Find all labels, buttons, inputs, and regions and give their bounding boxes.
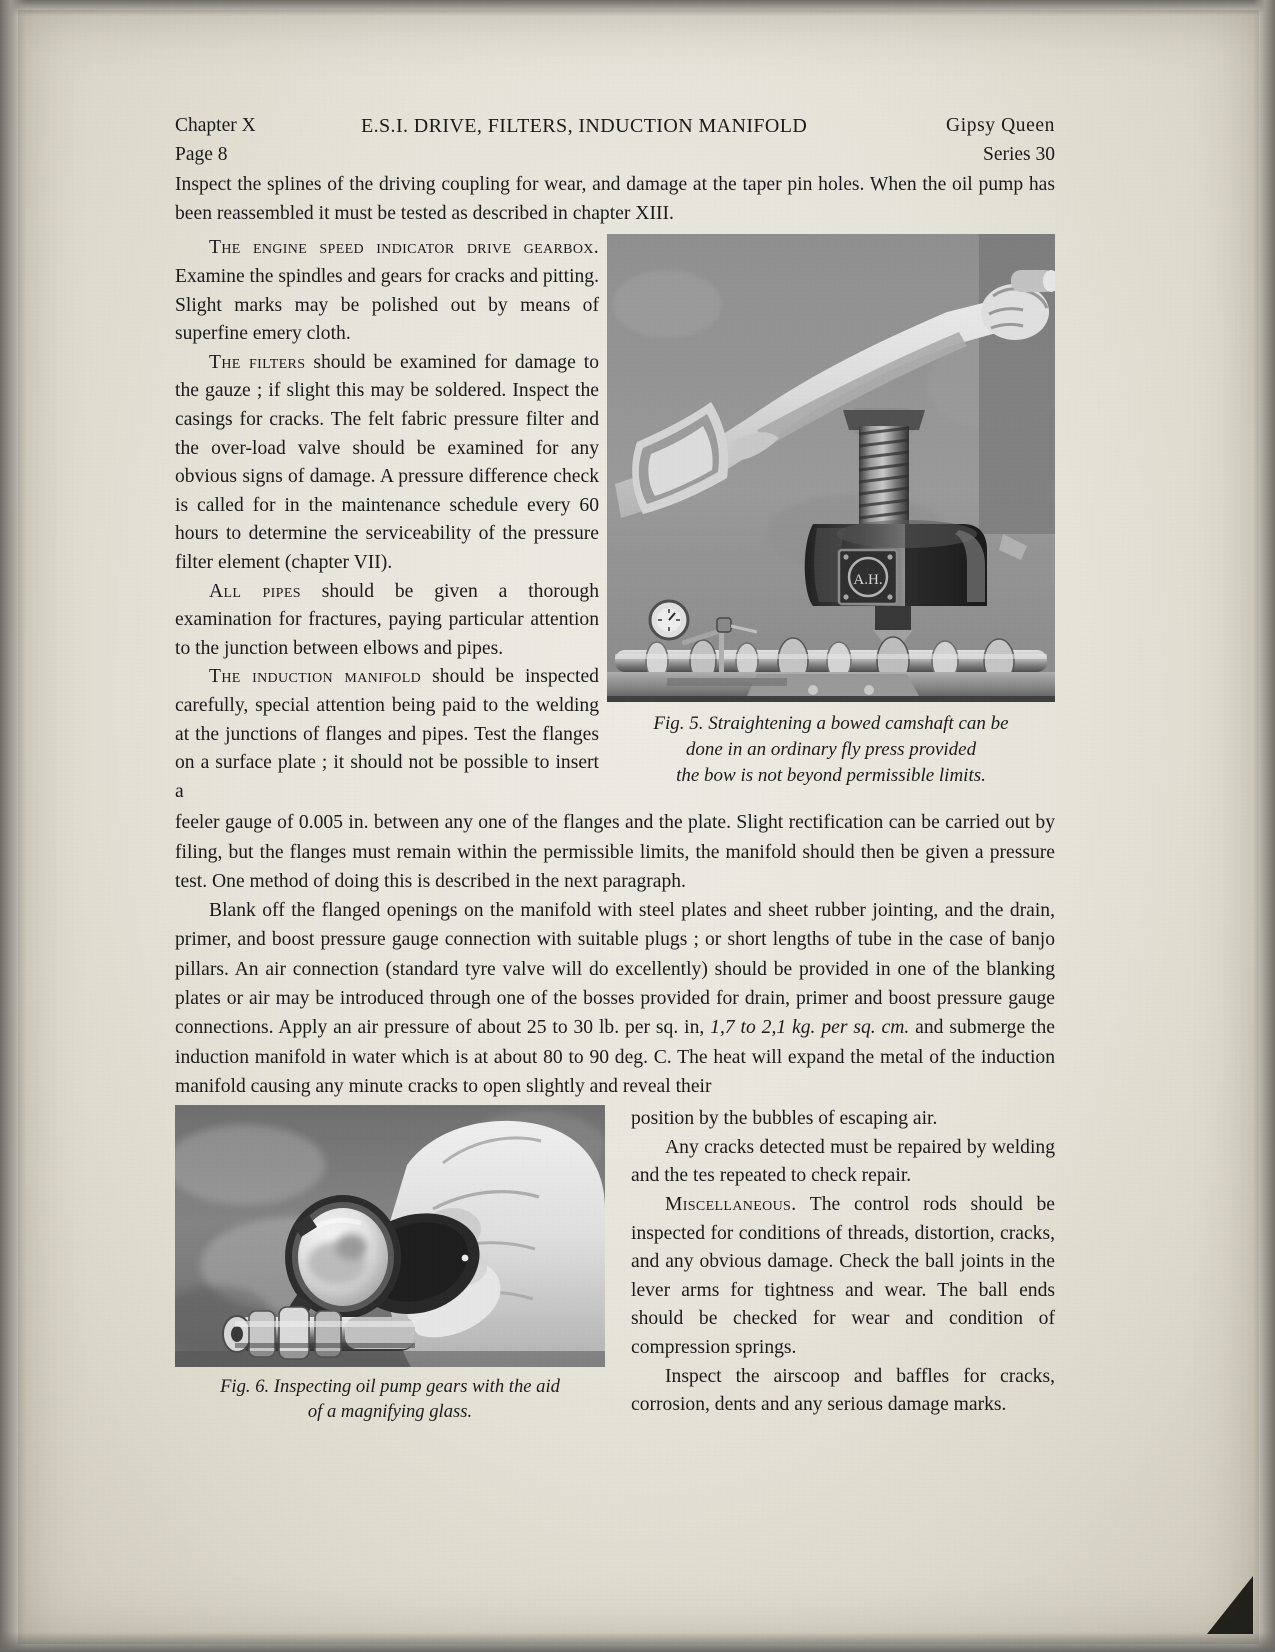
paragraph-feeler-gauge: feeler gauge of 0.005 in. between any one of the flanges and the plate. Slight rectification can be carried out by filing, but the flanges must remain within the permissible limits, the manifold should then be given a pressure test. One method of doing this is described in the next paragraph. [175,812,1055,892]
fly-press-photograph [607,234,1055,702]
engine-name-label: Gipsy Queen [946,115,1055,136]
figure-6-photo [175,1105,605,1367]
paragraph-all-pipes-text: should be given a thorough examination for fractures, paying particular attention to the junction between elbows and pipes. [175,580,599,659]
lead-in-filters: The filters [209,351,306,373]
figure-5-caption [607,711,1055,789]
lead-in-all-pipes: All pipes [209,580,301,602]
paragraph-bubbles: position by the bubbles of escaping air. [631,1108,938,1130]
page-corner-fold [1207,1576,1253,1634]
right-text-column [631,1105,1055,1420]
metric-conversion-value: 1,7 to 2,1 kg. per sq. cm. [710,1017,910,1039]
running-head-left [175,112,256,169]
figure-6-caption-line-2: of a magnifying glass. [307,1401,473,1423]
paragraph-filters-text: should be examined for damage to the gauze ; if slight this may be soldered. Inspect the casings for cracks. The felt fabric pressure filter and the over-load valve should be examined for any obvious signs of damage. A pressure difference check is called for in the maintenance schedule every 60 hours to determine the serviceability of the pressure filter element (chapter VII). [175,351,599,573]
left-text-column [175,234,599,806]
figure-5-caption-line-2: done in an ordinary fly press provided [685,739,977,761]
figure-6 [175,1105,605,1424]
scan-edge-bottom [0,1632,1275,1652]
paragraph-blank-off-part-b: and submerge the induction manifold in water which is at about 80 to 90 deg. C. The heat will expand the metal of the induction manifold causing any minute cracks to open slightly and reveal their [175,1017,1055,1097]
page-title: E.S.I. DRIVE, FILTERS, INDUCTION MANIFOLD [361,115,808,137]
figure-5-photo [607,234,1055,702]
bottom-section [175,1105,1055,1424]
paragraph-engine-speed-indicator-text: Examine the spindles and gears for cracks and pitting. Slight marks may be polished out by means of superfine emery cloth. [175,266,599,345]
lead-in-engine-speed-indicator: The engine speed indicator drive gearbox. [209,237,599,259]
paragraph-induction-manifold-text: should be inspected carefully, special attention being paid to the welding at the junctions of flanges and pipes. Test the flanges on a surface plate ; it should not be possible to insert a [175,666,599,802]
figure-5-caption-line-1: Fig. 5. Straightening a bowed camshaft can be [653,713,1009,735]
figure-6-caption [175,1374,605,1424]
figure-5-caption-line-3: the bow is not beyond permissible limits. [676,765,986,787]
lead-in-induction-manifold: The induction manifold [209,666,422,688]
paragraph-miscellaneous [631,1191,1055,1363]
paragraph-miscellaneous-text: The control rods should be inspected for conditions of threads, distortion, cracks, and any obvious damage. Check the ball joints in the lever arms for tightness and wear. The ball ends should be checked for wear and condition of compression springs. [631,1194,1055,1358]
intro-paragraph: Inspect the splines of the driving coupling for wear, and damage at the taper pin holes. When the oil pump has been reassembled it must be tested as described in chapter XIII. [175,174,1055,225]
paragraph-filters [175,349,599,578]
series-label: Series 30 [982,144,1055,165]
figure-5 [607,234,1055,789]
full-width-text [175,808,1055,1101]
figure-6-caption-line-1: Fig. 6. Inspecting oil pump gears with the aid [220,1376,560,1398]
paragraph-induction-manifold [175,663,599,806]
page-number-label: Page 8 [175,144,228,165]
paragraph-engine-speed-indicator [175,234,599,348]
paragraph-cracks-repair: Any cracks detected must be repaired by welding and the tes repeated to check repair. [631,1136,1055,1187]
scan-edge-top [0,0,1275,16]
paragraph-blank-off [175,896,1055,1101]
paragraph-blank-off-part-a: Blank off the flanged openings on the manifold with steel plates and sheet rubber jointing, and the drain, primer, and boost pressure gauge connection with suitable plugs ; or short lengths of tube in the case of banjo pillars. An air connection (standard tyre valve will do excellently) should be provided in one of the blanking plates or air may be introduced through one of the bosses provided for drain, primer and boost pressure gauge connections. Apply an air pressure of about 25 to 30 lb. per sq. in, [175,900,1055,1039]
running-head-right [946,112,1055,169]
lead-in-miscellaneous: Miscellaneous. [665,1194,797,1216]
scan-edge-right [1253,0,1275,1652]
magnifying-glass-photograph [175,1105,605,1367]
intro-paragraph-block [175,170,1055,228]
split-section [175,234,1055,806]
press-badge-text: A.H. [853,572,883,589]
running-head [175,112,1055,170]
chapter-label: Chapter X [175,115,256,136]
paragraph-all-pipes [175,578,599,664]
page-content [175,112,1055,1424]
paragraph-airscoop: Inspect the airscoop and baffles for cracks, corrosion, dents and any serious damage marks. [631,1365,1055,1416]
scan-edge-left [0,0,26,1652]
